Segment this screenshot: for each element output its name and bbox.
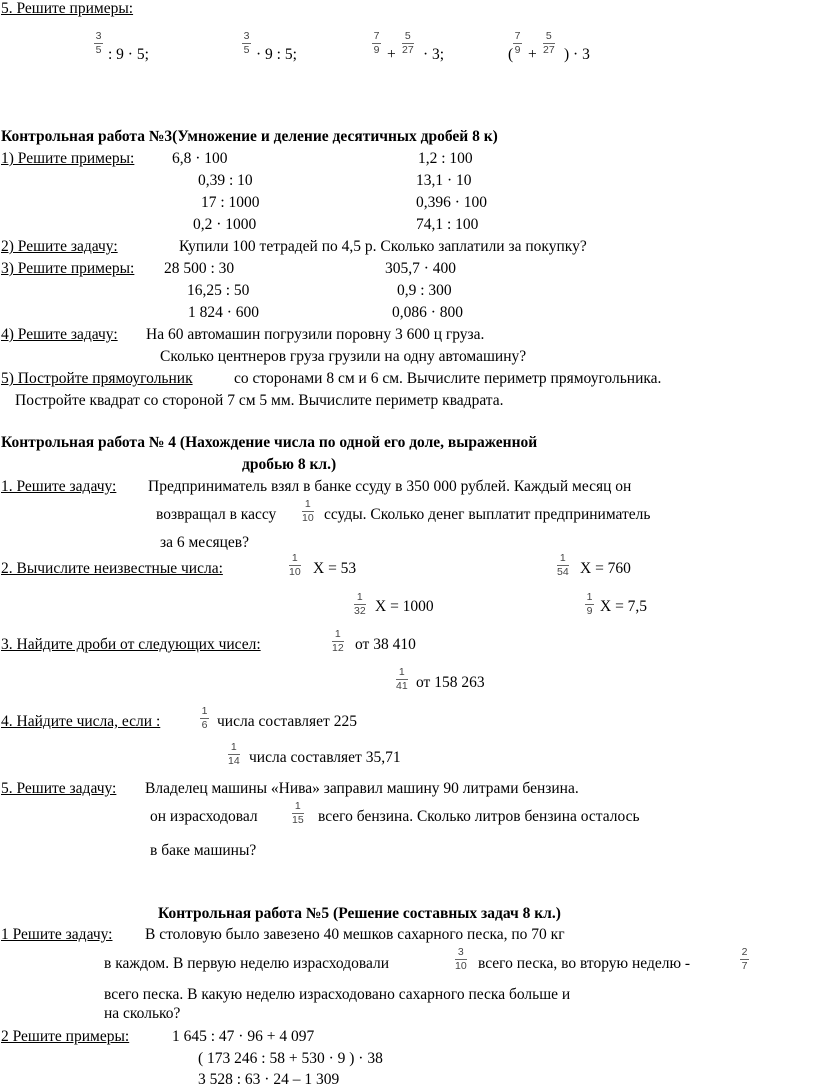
- kr3-task1-label: 1) Решите примеры:: [1, 150, 135, 167]
- kr4-task4-item: числа составляет 35,71: [249, 749, 401, 766]
- fraction-7-9: 7 9: [373, 30, 380, 56]
- kr4-task4-item: числа составляет 225: [217, 713, 357, 730]
- plus-sign: +: [387, 46, 396, 63]
- plus-sign: +: [528, 46, 537, 63]
- kr4-task1-line2: возвращал в кассу: [156, 506, 277, 523]
- kr3-task1-expr: 6,8 · 100: [172, 150, 228, 167]
- expr-4: ) · 3: [564, 46, 590, 63]
- fraction-1-6: 1 6: [201, 705, 208, 731]
- fraction-5-27: 5 27: [543, 30, 555, 56]
- kr5-task2-expr: 3 528 : 63 · 24 – 1 309: [198, 1071, 340, 1088]
- kr4-title: Контрольная работа № 4 (Нахождение числа по одной его доле, выраженной: [1, 434, 538, 451]
- kr5-task1-line2-cont: всего песка, во вторую неделю -: [478, 955, 691, 972]
- fraction-1-9: 1 9: [586, 591, 593, 617]
- kr3-task5-line2: Постройте квадрат со стороной 7 см 5 мм. Вычислите периметр квадрата.: [15, 392, 504, 409]
- kr3-task3-expr: 16,25 : 50: [187, 282, 250, 299]
- fraction-5-27: 5 27: [402, 30, 414, 56]
- kr5-task2-label: 2 Решите примеры:: [1, 1028, 130, 1045]
- fraction-1-10: 1 10: [302, 498, 314, 524]
- kr3-task3-expr: 305,7 · 400: [385, 260, 457, 277]
- kr4-task1-line1: Предприниматель взял в банке ссуду в 350 000 рублей. Каждый месяц он: [148, 478, 632, 495]
- kr3-task4-label: 4) Решите задачу:: [1, 326, 118, 343]
- fraction-3-5: 3 5: [243, 30, 250, 56]
- kr5-task1-line2: в каждом. В первую неделю израсходовали: [104, 955, 390, 972]
- kr4-task5-line2-cont: всего бензина. Сколько литров бензина осталось: [318, 808, 640, 825]
- kr5-task2-expr: 1 645 : 47 · 96 + 4 097: [172, 1028, 315, 1045]
- kr3-task1-expr: 0,2 · 1000: [193, 216, 257, 233]
- kr4-title-cont: дробью 8 кл.): [242, 456, 337, 473]
- expr-3: · 3;: [423, 46, 445, 63]
- kr4-task4-label: 4. Найдите числа, если :: [1, 713, 161, 730]
- fraction-1-15: 1 15: [292, 800, 304, 826]
- kr5-task1-line4: на сколько?: [104, 1005, 181, 1022]
- fraction-3-10: 3 10: [455, 946, 467, 972]
- fraction-1-12: 1 12: [332, 628, 344, 654]
- kr4-task1-label: 1. Решите задачу:: [1, 478, 117, 495]
- kr3-task5-label: 5) Постройте прямоугольник: [1, 370, 193, 387]
- fraction-1-14: 1 14: [228, 741, 240, 767]
- kr5-task1-line1: В столовую было завезено 40 мешков сахарного песка, по 70 кг: [145, 926, 565, 943]
- expr-1: : 9 · 5;: [108, 46, 149, 63]
- kr3-task1-expr: 1,2 : 100: [418, 150, 473, 167]
- kr4-task3-label: 3. Найдите дроби от следующих чисел:: [1, 636, 261, 653]
- kr4-task1-line3: за 6 месяцев?: [160, 534, 249, 551]
- fraction-1-54: 1 54: [557, 552, 569, 578]
- kr4-task2-eq: X = 7,5: [600, 598, 648, 615]
- kr3-task3-expr: 0,9 : 300: [397, 282, 452, 299]
- kr4-task5-line3: в баке машины?: [150, 842, 257, 859]
- open-paren: (: [508, 46, 514, 63]
- fraction-1-32: 1 32: [354, 591, 366, 617]
- expr-2: · 9 : 5;: [256, 46, 297, 63]
- kr4-task2-eq: X = 53: [313, 560, 357, 577]
- kr3-task1-expr: 13,1 · 10: [416, 172, 472, 189]
- kr3-task3-expr: 28 500 : 30: [164, 260, 235, 277]
- kr3-task1-expr: 17 : 1000: [201, 194, 260, 211]
- kr5-task1-line3: всего песка. В какую неделю израсходовано сахарного песка больше и: [104, 986, 571, 1003]
- kr4-task3-item: от 158 263: [416, 674, 485, 691]
- fraction-1-10: 1 10: [289, 552, 301, 578]
- kr3-task1-expr: 0,39 : 10: [198, 172, 253, 189]
- kr4-task1-line2-cont: ссуды. Сколько денег выплатит предприниматель: [324, 506, 651, 523]
- kr5-title: Контрольная работа №5 (Решение составных задач 8 кл.): [158, 905, 561, 922]
- kr4-task5-line1: Владелец машины «Нива» заправил машину 90 литрами бензина.: [145, 780, 579, 797]
- fraction-7-9: 7 9: [514, 30, 521, 56]
- kr3-task1-expr: 74,1 : 100: [416, 216, 479, 233]
- kr3-task3-label: 3) Решите примеры:: [1, 260, 135, 277]
- section5-header: 5. Решите примеры:: [1, 0, 134, 17]
- kr3-task4-line1: На 60 автомашин погрузили поровну 3 600 ц груза.: [146, 326, 485, 343]
- kr3-title: Контрольная работа №3(Умножение и деление десятичных дробей 8 к): [1, 128, 498, 145]
- kr4-task3-item: от 38 410: [355, 636, 416, 653]
- kr3-task2-text: Купили 100 тетрадей по 4,5 р. Сколько заплатили за покупку?: [179, 238, 587, 255]
- fraction-1-41: 1 41: [396, 666, 408, 692]
- kr4-task2-eq: X = 1000: [375, 598, 434, 615]
- kr4-task2-eq: X = 760: [580, 560, 631, 577]
- kr3-task4-line2: Сколько центнеров груза грузили на одну автомашину?: [160, 348, 527, 365]
- kr5-task2-expr: ( 173 246 : 58 + 530 · 9 ) · 38: [198, 1050, 383, 1067]
- kr3-task1-expr: 0,396 · 100: [416, 194, 488, 211]
- kr4-task5-label: 5. Решите задачу:: [1, 780, 117, 797]
- kr4-task5-line2: он израсходовал: [150, 808, 258, 825]
- kr4-task2-label: 2. Вычислите неизвестные числа:: [1, 560, 223, 577]
- kr3-task3-expr: 0,086 · 800: [392, 304, 464, 321]
- kr3-task5-line1: со сторонами 8 см и 6 см. Вычислите периметр прямоугольника.: [234, 370, 662, 387]
- kr5-task1-label: 1 Решите задачу:: [1, 926, 113, 943]
- fraction-2-7: 2 7: [741, 946, 748, 972]
- kr3-task3-expr: 1 824 · 600: [188, 304, 260, 321]
- kr3-task2-label: 2) Решите задачу:: [1, 238, 118, 255]
- fraction-3-5: 3 5: [95, 30, 102, 56]
